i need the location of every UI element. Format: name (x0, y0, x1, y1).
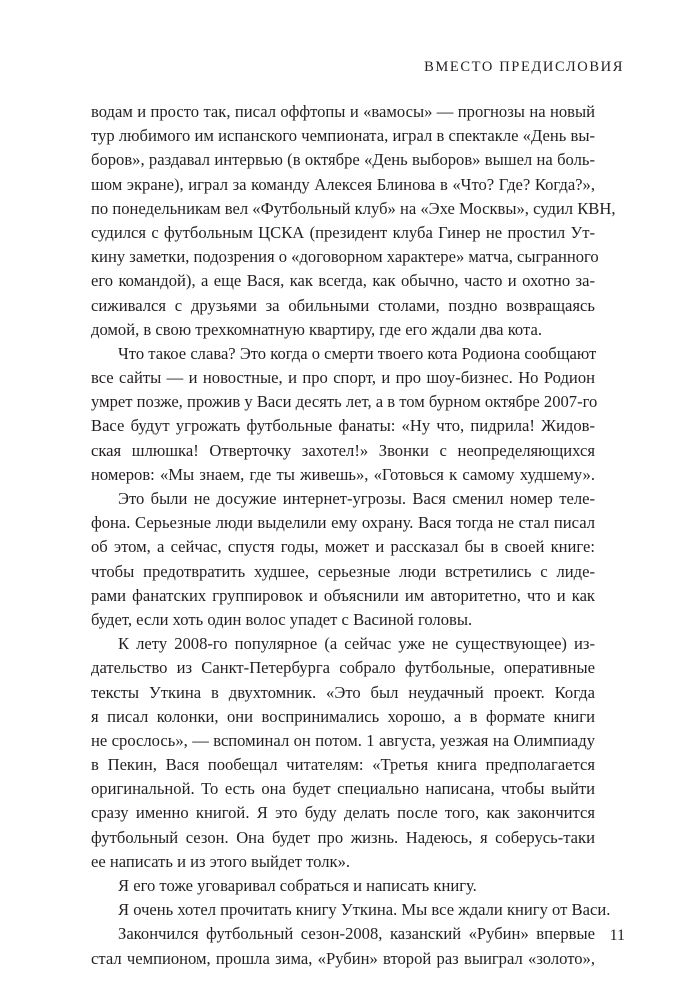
text-line: сразу именно книгой. Я это буду делать после того, как закончится (91, 803, 595, 823)
text-line: судился с футбольным ЦСКА (президент клуба Гинер не простил Ут- (91, 222, 595, 242)
text-line: дательство из Санкт-Петербурга собрало футбольные, оперативные (91, 658, 595, 678)
text-line: чтобы предотвратить худшее, серьезные люди встретились с лиде- (91, 561, 595, 581)
text-line: по понедельникам вел «Футбольный клуб» на «Эхе Москвы», судил КВН, (91, 198, 616, 218)
text-line: водам и просто так, писал оффтопы и «вамосы» — прогнозы на новый (91, 102, 595, 121)
text-line: номеров: «Мы знаем, где ты живешь», «Готовься к самому худшему». (91, 464, 595, 484)
text-line: ская шлюшка! Отверточку захотел!» Звонки с неопределяющихся (91, 440, 595, 460)
paragraph-first-line: К лету 2008-го популярное (а сейчас уже не существующее) из- (118, 634, 595, 654)
text-line: все сайты — и новостные, и про спорт, и про шоу-бизнес. Но Родион (91, 368, 595, 388)
paragraph-first-line: Что такое слава? Это когда о смерти твоего кота Родиона сообщают (118, 343, 597, 363)
paragraph-first-line: Это были не досужие интернет-угрозы. Вася сменил номер теле- (118, 489, 595, 508)
body-text (91, 100, 616, 971)
text-line: тексты Уткина в двухтомник. «Это был неудачный проект. Когда (91, 682, 595, 702)
text-line: об этом, а сейчас, спустя годы, может и рассказал бы в своей книге: (91, 537, 595, 557)
text-line: умрет позже, прожив у Васи десять лет, а в том бурном октябре 2007-го (91, 392, 598, 412)
text-line: футбольный сезон. Она будет про жизнь. Надеюсь, я соберусь-таки (91, 827, 595, 847)
page-number: 11 (609, 927, 625, 944)
paragraph-first-line: Я его тоже уговаривал собраться и написать книгу. (118, 876, 477, 895)
text-line: я писал колонки, они воспринимались хорошо, а в формате книги (91, 706, 595, 726)
text-line: тур любимого им испанского чемпионата, играл в спектакле «День вы- (91, 126, 595, 146)
text-line: оригинальной. То есть она будет специально написана, чтобы выйти (91, 779, 595, 799)
text-line: будет, если хоть один волос упадет с Васиной головы. (91, 609, 473, 629)
text-line: фона. Серьезные люди выделили ему охрану. Вася тогда не стал писал (91, 513, 595, 533)
paragraph-first-line: Закончился футбольный сезон-2008, казанский «Рубин» впервые (118, 924, 595, 944)
text-line: рами фанатских группировок и объяснили им авторитетно, что и как (91, 585, 595, 605)
paragraph-first-line: Я очень хотел прочитать книгу Уткина. Мы все ждали книгу от Васи. (118, 900, 611, 920)
text-line: кину заметки, подозрения о «договорном характере» матча, сыгранного (91, 247, 599, 267)
text-line: боров», раздавал интервью (в октябре «День выборов» вышел на боль- (91, 150, 595, 170)
text-line: стал чемпионом, прошла зима, «Рубин» второй раз выиграл «золото», (91, 948, 595, 968)
text-line: Васе будут угрожать футбольные фанаты: «Ну что, пидрила! Жидов- (91, 416, 595, 436)
text-line: сиживался с друзьями за обильными столами, поздно возвращаясь (91, 295, 595, 315)
text-line: его командой), а еще Вася, как всегда, как обычно, часто и охотно за- (91, 271, 595, 291)
text-line: в Пекин, Вася пообещал читателям: «Третья книга предполагается (91, 755, 595, 775)
text-line: домой, в свою трехкомнатную квартиру, где его ждали два кота. (91, 319, 542, 339)
text-line: не срослось», — вспоминал он потом. 1 августа, уезжая на Олимпиаду (91, 730, 595, 750)
text-line: шом экране), играл за команду Алексея Блинова в «Что? Где? Когда?», (91, 174, 595, 194)
running-head: ВМЕСТО ПРЕДИСЛОВИЯ (424, 59, 624, 75)
text-line: ее написать и из этого выйдет толк». (91, 851, 351, 871)
